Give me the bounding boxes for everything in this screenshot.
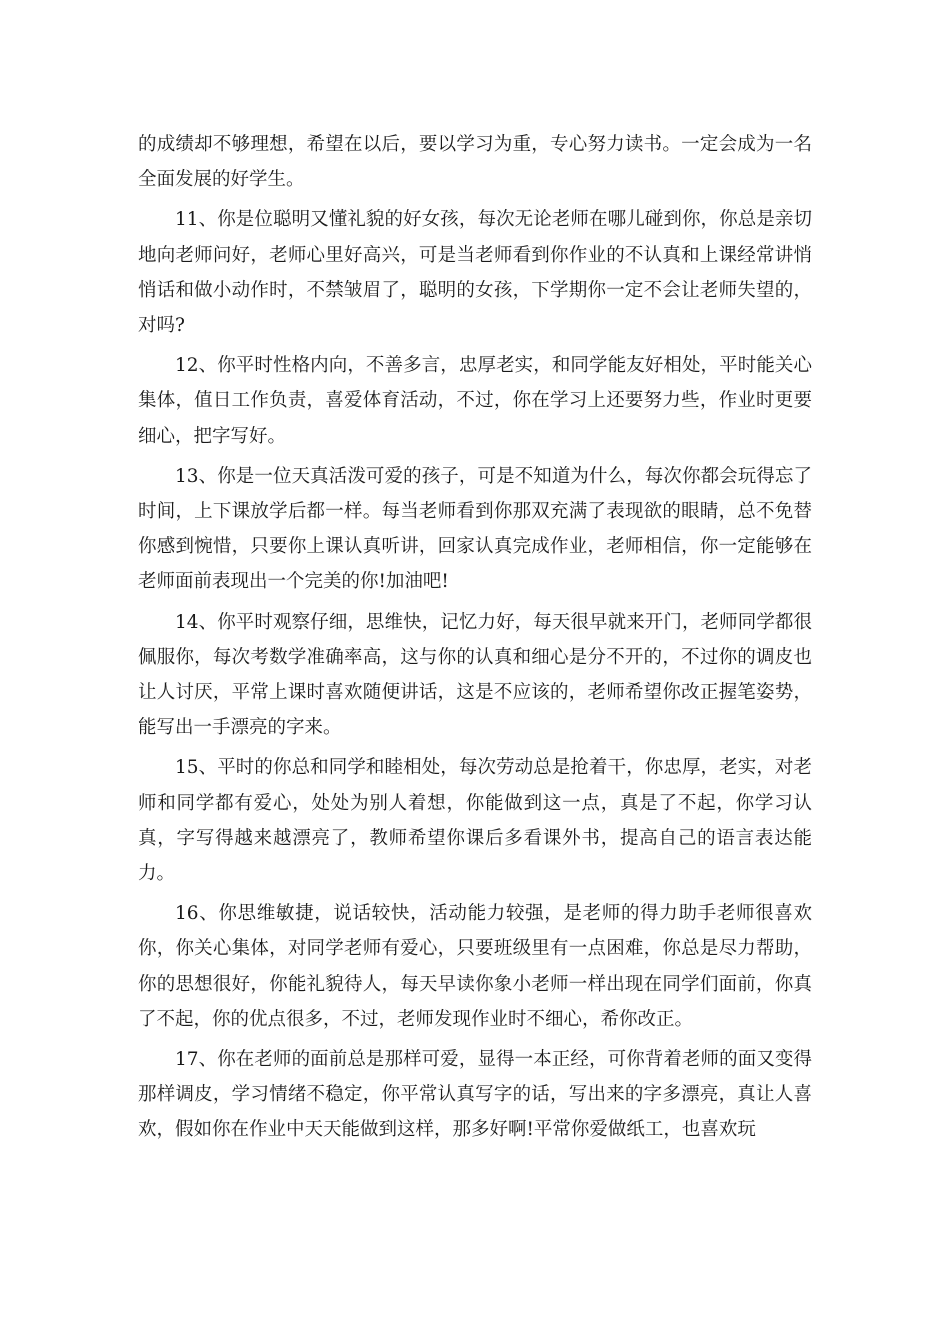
paragraph-comment-14: 14、你平时观察仔细，思维快，记忆力好，每天很早就来开门，老师同学都很佩服你，每次考数学准确率高，这与你的认真和细心是分不开的，不过你的调皮也让人讨厌，平常上课时喜欢随便讲话，这是不应该的，老师希望你改正握笔姿势，能写出一手漂亮的字来。 xyxy=(138,611,812,739)
paragraph-comment-16: 16、你思维敏捷，说话较快，活动能力较强，是老师的得力助手老师很喜欢你，你关心集体，对同学老师有爱心，只要班级里有一点困难，你总是尽力帮助，你的思想很好，你能礼貌待人，每天早读你象小老师一样出现在同学们面前，你真了不起，你的优点很多，不过，老师发现作业时不细心，希你改正。 xyxy=(138,903,812,1030)
paragraph-comment-15: 15、平时的你总和同学和睦相处，每次劳动总是抢着干，你忠厚，老实，对老师和同学都有爱心，处处为别人着想，你能做到这一点，真是了不起，你学习认真，字写得越来越漂亮了，教师希望你课后多看课外书，提高自己的语言表达能力。 xyxy=(138,757,812,885)
paragraph-continuation: 的成绩却不够理想，希望在以后，要以学习为重，专心努力读书。一定会成为一名全面发展的好学生。 xyxy=(138,134,812,191)
paragraph-comment-13: 13、你是一位天真活泼可爱的孩子，可是不知道为什么，每次你都会玩得忘了时间，上下课放学后都一样。每当老师看到你那双充满了表现欲的眼睛，总不免替你感到惋惜，只要你上课认真听讲，回家认真完成作业，老师相信，你一定能够在老师面前表现出一个完美的你!加油吧! xyxy=(138,465,812,593)
paragraph-comment-12: 12、你平时性格内向，不善多言，忠厚老实，和同学能友好相处，平时能关心集体，值日工作负责，喜爱体育活动，不过，你在学习上还要努力些，作业时更要细心，把字写好。 xyxy=(138,355,812,447)
document-body xyxy=(138,127,812,1148)
paragraph-comment-17: 17、你在老师的面前总是那样可爱，显得一本正经，可你背着老师的面又变得那样调皮，学习情绪不稳定，你平常认真写字的话，写出来的字多漂亮，真让人喜欢，假如你在作业中天天能做到这样，那多好啊!平常你爱做纸工，也喜欢玩 xyxy=(138,1049,812,1141)
paragraph-comment-11: 11、你是位聪明又懂礼貌的好女孩，每次无论老师在哪儿碰到你，你总是亲切地向老师问好，老师心里好高兴，可是当老师看到你作业的不认真和上课经常讲悄悄话和做小动作时，不禁皱眉了，聪明的女孩，下学期你一定不会让老师失望的，对吗? xyxy=(138,209,812,337)
